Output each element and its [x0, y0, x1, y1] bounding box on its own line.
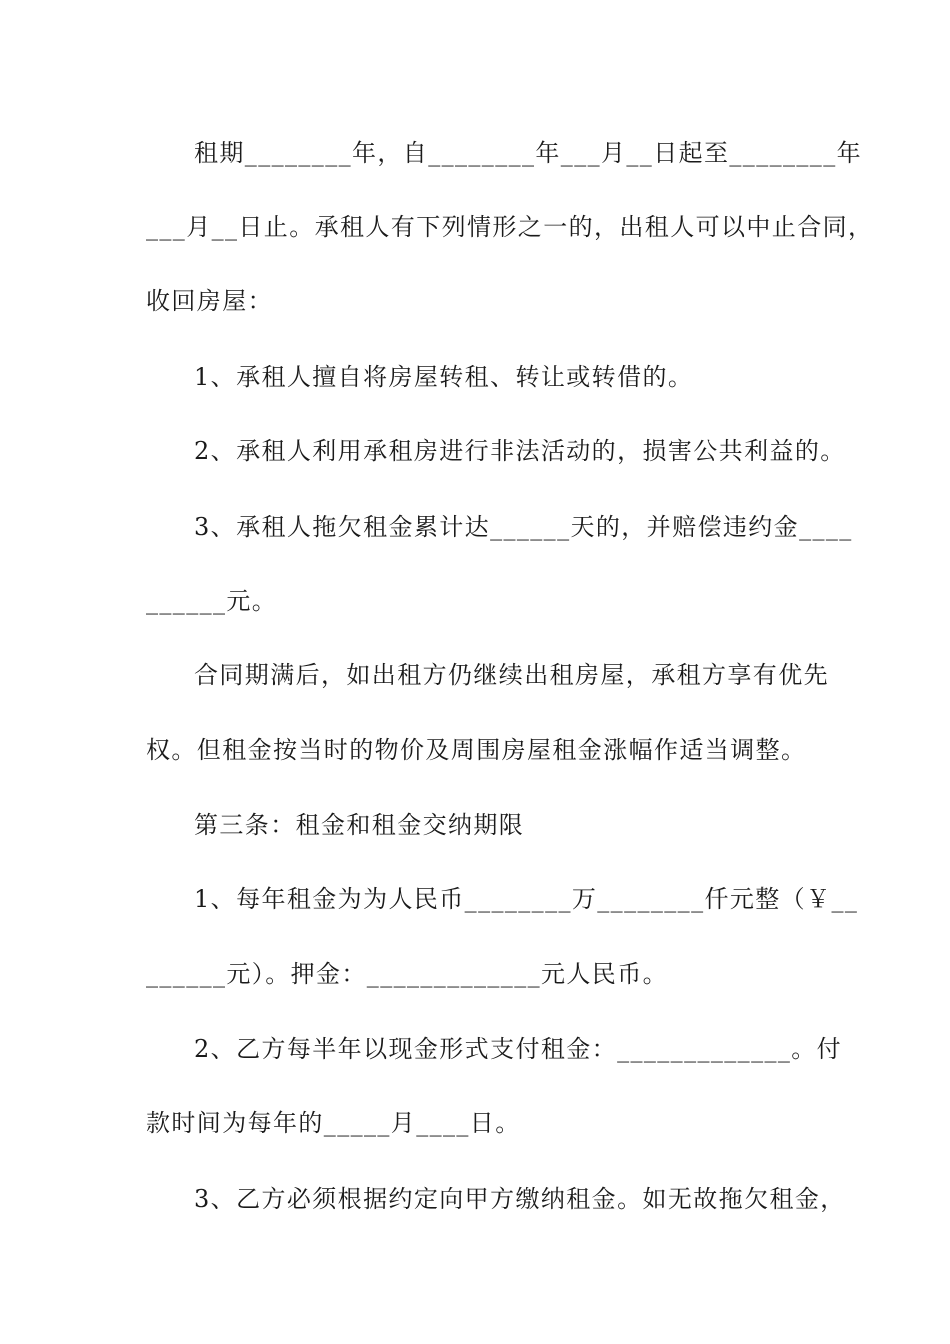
paragraph-renewal: 合同期满后，如出租方仍继续出租房屋，承租方享有优先: [194, 661, 829, 689]
rent-item-3: 3、乙方必须根据约定向甲方缴纳租金。如无故拖欠租金，: [194, 1185, 846, 1213]
paragraph-lease-term: 租期________年，自________年___月__日起至________年: [194, 139, 862, 167]
paragraph-lease-term-cont: ___月__日止。承租人有下列情形之一的，出租人可以中止合同，: [146, 213, 874, 241]
clause-item-3-cont: ______元。: [146, 587, 278, 615]
clause-item-1: 1、承租人擅自将房屋转租、转让或转借的。: [194, 363, 694, 391]
rent-item-2: 2、乙方每半年以现金形式支付租金：_____________。付: [194, 1035, 843, 1063]
section-heading-article-3: 第三条：租金和租金交纳期限: [194, 811, 525, 839]
clause-item-3: 3、承租人拖欠租金累计达______天的，并赔偿违约金____: [194, 513, 853, 541]
rent-item-1-cont: ______元）。押金：_____________元人民币。: [146, 960, 668, 988]
rent-item-2-cont: 款时间为每年的_____月____日。: [146, 1109, 521, 1137]
rent-item-1: 1、每年租金为为人民币________万________仟元整（￥__: [194, 885, 859, 913]
paragraph-renewal-cont: 权。但租金按当时的物价及周围房屋租金涨幅作适当调整。: [146, 736, 807, 764]
clause-item-2: 2、承租人利用承租房进行非法活动的，损害公共利益的。: [194, 437, 846, 465]
paragraph-lease-term-end: 收回房屋：: [146, 287, 273, 315]
